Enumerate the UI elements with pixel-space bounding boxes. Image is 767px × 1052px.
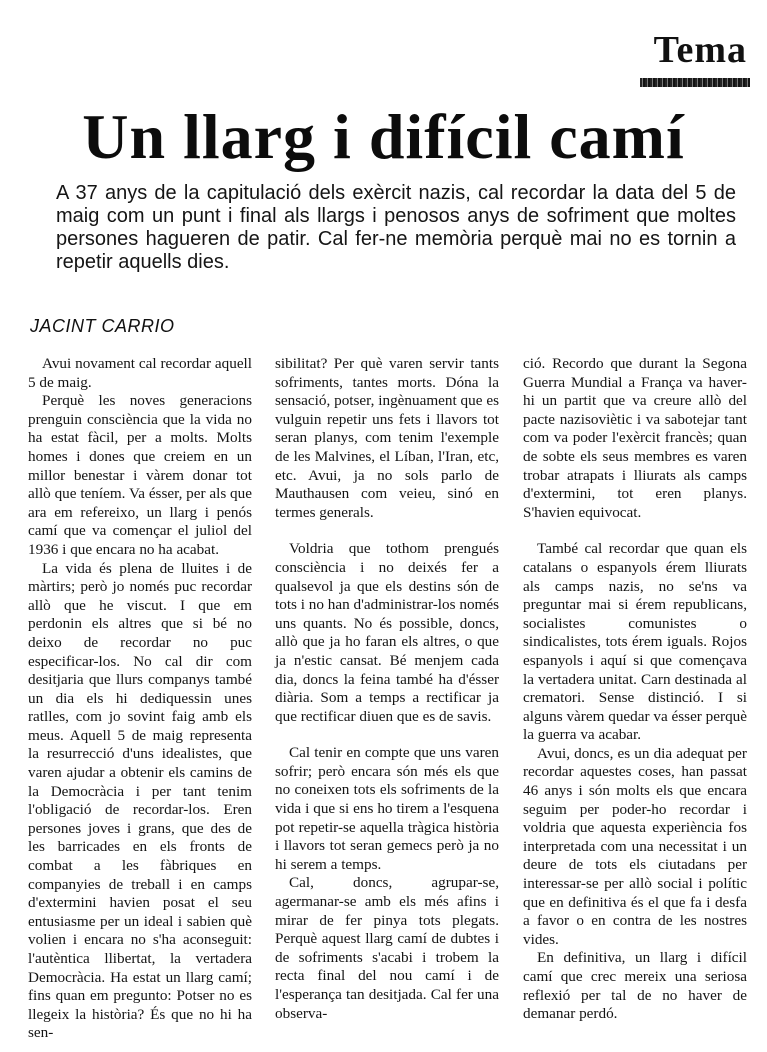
paragraph: Voldria que tothom prengués consciència i no deixés fer a qualsevol ja que els destins són de tots i no han d'administrar-los només uns quants. No és possible, doncs, allò que ja ho faran els altres, o que ja n'estic cansat. Bé menjem cada dia, doncs la feina també ha d'ésser diària. Som a temps a rectificar ja que rectificar diuen que es de savis. (275, 540, 499, 725)
paragraph: També cal recordar que quan els catalans o espanyols érem lliurats als camps nazis, no se'ns va preguntar mai si érem republicans, socialistes comunistes o sindicalistes, tots érem iguals. Rojos espanyols i aquí si que començava la vertadera unitat. Carn destinada al crematori. Sense distinció. I si alguns vàrem quedar va ésser perquè la guerra va acabar. (523, 540, 747, 744)
lead-text: A 37 anys de la capitulació dels exèrcit nazis, cal recordar la data del 5 de maig com un punt i final als llargs i penosos anys de sofriment que moltes persones hagueren de patir. Cal fer-ne memòria perquè mai no es tornin a repetir aquells dies. (56, 182, 736, 273)
article-column-3 (523, 355, 747, 1024)
paragraph: La vida és plena de lluites i de màrtirs; però jo només puc recordar allò que he viscut. I que em perdonin els altres que si bé no deixo de recordar no puc especificar-los. No cal dir com desitjaria que llurs companys també un dia els hi dediquessin unes ratlles, com jo sovint faig amb els meus. Aquell 5 de maig representa la resurrecció d'uns idealistes, que varen ajudar a obtenir els camins de la Democràcia i per tant tenim l'obligació de recordar-los. Eren persones joves i grans, que des de les barricades en els fronts de combat a les fàbriques en companyies de treball i en camps d'extermini havien posat el seu entusiasme per un ideal i sabien què volien i encara no s'ha aconseguit: l'autèntica llibertat, la vertadera Democràcia. Ha estat un llarg camí; fins quan em pregunto: Potser no es llegeix la història? És que no hi ha sen- (28, 559, 252, 1042)
section-rule (640, 78, 750, 87)
byline: JACINT CARRIO (30, 316, 175, 336)
paragraph: Avui, doncs, es un dia adequat per recordar aquestes coses, han passat 46 anys i són molts els que encara seguim per poder-ho recordar i voldria que aquesta experiència fos interpretada com una necessitat i un deure de tots els ciutadans per interessar-se per allò social i polític que en definitiva és el que fa i desfa a favor o en contra de les nostres vides. (523, 744, 747, 948)
paragraph: sibilitat? Per què varen servir tants sofriments, tantes morts. Dóna la sensació, potser, ingènuament que es vulguin repetir uns fets i llavors tot seran planys, com tenim l'exemple de les Malvines, el Líban, l'Iran, etc, etc. Avui, ja no sols parlo de Mauthausen com veieu, sinó en termes generals. (275, 355, 499, 521)
paragraph: Perquè les noves generacions prenguin consciència que la vida no ha estat fàcil, per a molts. Molts homes i dones que creiem en un millor benestar i vàrem donar tot allò que teníem. Va ésser, per als que ara em refereixo, un llarg i penós camí que va començar el juliol del 1936 i que encara no ha acabat. (28, 392, 252, 558)
paragraph: ció. Recordo que durant la Segona Guerra Mundial a França va haver-hi un partit que va creure allò del pacte nazisoviètic i va sabotejar tant com va poder l'exèrcit francès; quan de sobte els seus membres es varen trobar atrapats i lliurats als camps d'extermini, tot eren planys. S'havien equivocat. (523, 355, 747, 521)
headline: Un llarg i difícil camí (82, 101, 685, 172)
paragraph: Avui novament cal recordar aquell 5 de maig. (28, 355, 252, 391)
section-tag: Tema (653, 29, 747, 71)
paragraph: En definitiva, un llarg i difícil camí que crec mereix una seriosa reflexió per tal de no haver de demanar perdó. (523, 949, 747, 1023)
lead-paragraph (56, 182, 736, 274)
article-column-1 (28, 355, 252, 1043)
article-column-2 (275, 355, 499, 1023)
paragraph: Cal tenir en compte que uns varen sofrir; però encara són més els que no coneixen tots els sofriments de la vida i que si ens ho tirem a l'esquena pot repetir-se aquella tràgica història i llavors tot seran gemecs però ja no hi serem a temps. (275, 744, 499, 873)
paragraph: Cal, doncs, agrupar-se, agermanar-se amb els més afins i mirar de fer pinya tots plegats. Perquè aquest llarg camí de dubtes i de sofriments s'acabi i trobem la recta final del nou camí i de l'esperança tan desitjada. Cal fer una observa- (275, 874, 499, 1022)
